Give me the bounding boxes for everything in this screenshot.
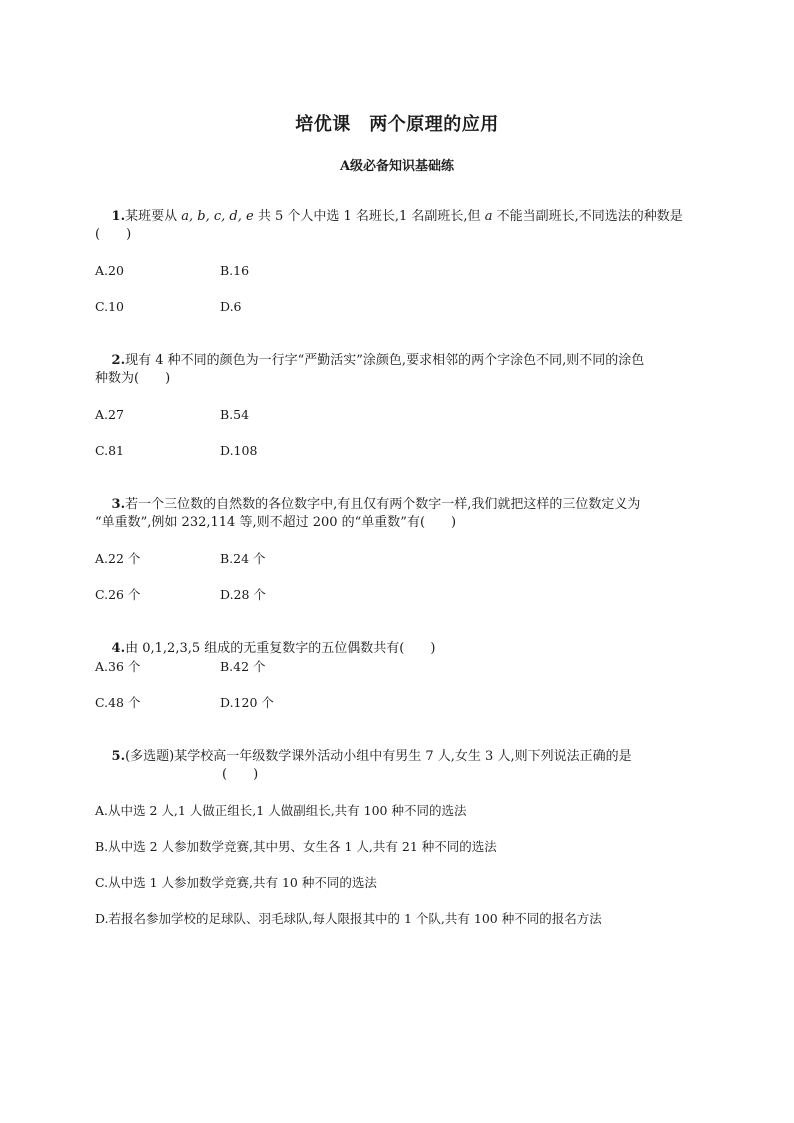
- question-1-var-a: a: [484, 209, 493, 224]
- question-4-number: 4.: [111, 641, 126, 656]
- question-3-line2: “单重数”,例如 232,114 等,则不超过 200 的“单重数”有( ): [95, 515, 457, 530]
- question-2-stem: [95, 334, 644, 388]
- question-5-number: 5.: [111, 749, 126, 764]
- question-4-option-b: B.42 个: [220, 659, 266, 674]
- question-5-stem: [95, 730, 632, 784]
- question-2-option-d: D.108: [220, 443, 258, 458]
- question-1-number: 1.: [111, 209, 126, 224]
- question-1-option-c: C.10: [95, 299, 124, 314]
- question-1-vars: a, b, c, d, e: [181, 209, 254, 224]
- question-1-text-mid: 共 5 个人中选 1 名班长,1 名副班长,但: [253, 209, 485, 224]
- question-5-option-d: D.若报名参加学校的足球队、羽毛球队,每人限报其中的 1 个队,共有 100 种不同的报名方法: [95, 911, 602, 926]
- question-1-stem: [95, 190, 683, 244]
- question-5-option-c: C.从中选 1 人参加数学竞赛,共有 10 种不同的选法: [95, 875, 377, 890]
- question-3-option-d: D.28 个: [220, 587, 266, 602]
- question-2-option-a: A.27: [95, 407, 124, 422]
- question-2-option-c: C.81: [95, 443, 124, 458]
- question-3-line1: 若一个三位数的自然数的各位数字中,有且仅有两个数字一样,我们就把这样的三位数定义为: [125, 497, 641, 512]
- question-2-line1: 现有 4 种不同的颜色为一行字“严勤活实”涂颜色,要求相邻的两个字涂色不同,则不同的涂色: [125, 353, 645, 368]
- question-5-option-a: A.从中选 2 人,1 人做正组长,1 人做副组长,共有 100 种不同的选法: [95, 803, 467, 818]
- question-4-option-c: C.48 个: [95, 695, 141, 710]
- question-5-line1: (多选题)某学校高一年级数学课外活动小组中有男生 7 人,女生 3 人,则下列说法正确的是: [125, 749, 632, 764]
- question-4-option-d: D.120 个: [220, 695, 274, 710]
- question-3-option-c: C.26 个: [95, 587, 141, 602]
- page-title: 培优课 两个原理的应用: [295, 114, 499, 135]
- question-1-option-b: B.16: [220, 263, 250, 278]
- question-4-option-a: A.36 个: [95, 659, 141, 674]
- question-1-text-after: 不能当副班长,不同选法的种数是: [492, 209, 683, 224]
- question-3-option-b: B.24 个: [220, 551, 266, 566]
- question-4-line1: 由 0,1,2,3,5 组成的无重复数字的五位偶数共有( ): [125, 641, 436, 656]
- question-2-line2: 种数为( ): [95, 371, 171, 386]
- question-1-option-a: A.20: [95, 263, 124, 278]
- question-2-number: 2.: [111, 353, 126, 368]
- question-1-paren: ( ): [95, 227, 132, 242]
- question-5-paren: ( ): [222, 767, 259, 782]
- question-3-number: 3.: [111, 497, 126, 512]
- question-5-option-b: B.从中选 2 人参加数学竞赛,其中男、女生各 1 人,共有 21 种不同的选法: [95, 839, 497, 854]
- question-3-option-a: A.22 个: [95, 551, 141, 566]
- question-1-option-d: D.6: [220, 299, 242, 314]
- section-subtitle: A级必备知识基础练: [339, 159, 455, 174]
- question-2-option-b: B.54: [220, 407, 250, 422]
- question-1-text-before: 某班要从: [125, 209, 182, 224]
